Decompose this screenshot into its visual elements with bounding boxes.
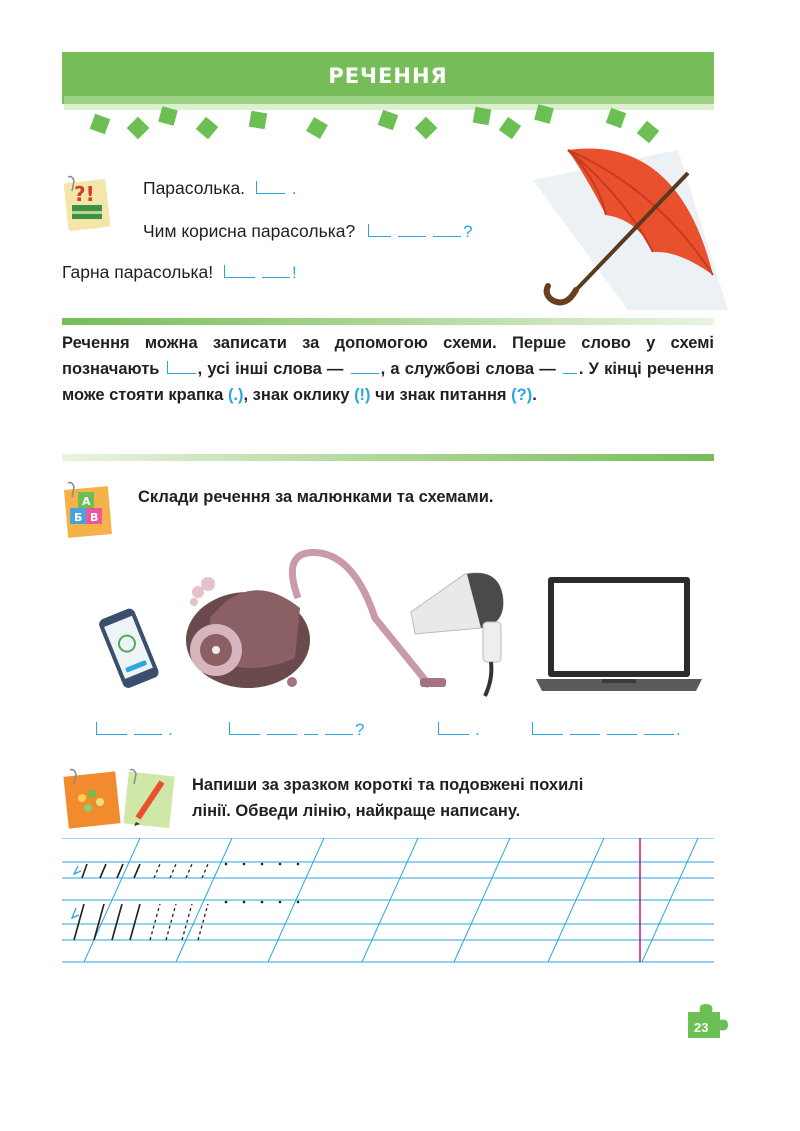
scheme-end: . (475, 720, 480, 739)
intro-sentence-2: Чим корисна парасолька? (143, 221, 356, 241)
scheme-service-word (563, 361, 577, 374)
scheme-word (644, 722, 674, 735)
scheme-word (433, 224, 461, 237)
rule-text: Речення можна записати за допомогою схеми. Перше слово у схемі позначають , усі інші слова — , а службові слова — . У кінці речення може стояти крапка (.), знак оклику (!) чи знак питання (?). (62, 334, 714, 404)
scheme-first-word (438, 722, 469, 735)
intro-line-1 (143, 178, 297, 199)
scheme-first-word (229, 722, 260, 735)
scheme-end: ? (355, 720, 365, 739)
scheme-end: ! (292, 263, 297, 282)
question-book-icon (62, 175, 114, 233)
scheme-end: . (676, 720, 681, 739)
scheme-word (262, 265, 290, 278)
picture-scheme-2 (229, 719, 364, 740)
scheme-first-word (167, 361, 196, 374)
scheme-word (570, 722, 600, 735)
handwriting-practice-area (62, 838, 714, 968)
intro-line-3 (62, 262, 297, 283)
task-1-instruction: Склади речення за малюнками та схемами. (138, 488, 494, 506)
scheme-word (351, 361, 379, 374)
picture-scheme-3 (438, 719, 480, 740)
scheme-word (134, 722, 162, 735)
svg-text:В: В (90, 511, 99, 524)
svg-text:?!: ?! (74, 182, 95, 206)
scheme-word (325, 722, 353, 735)
phone-picture (86, 608, 168, 690)
picture-scheme-4 (532, 719, 681, 740)
scheme-end: . (291, 179, 297, 198)
picture-scheme-1 (96, 719, 173, 740)
intro-line-2 (143, 221, 473, 242)
page-title: РЕЧЕННЯ (328, 64, 448, 88)
hair-dryer-picture (405, 564, 509, 699)
scheme-first-word (224, 265, 255, 278)
intro-sentence-3: Гарна парасолька! (62, 262, 214, 282)
svg-text:А: А (82, 495, 91, 508)
scheme-word (267, 722, 297, 735)
svg-text:Б: Б (74, 511, 83, 524)
rule-top-bar (62, 318, 714, 325)
scheme-end: . (168, 720, 173, 739)
scheme-end: ? (463, 222, 473, 241)
scheme-word (398, 224, 426, 237)
scheme-first-word (532, 722, 563, 735)
task-2-line-2: лінії. Обведи лінію, найкраще написану. (192, 802, 521, 820)
banner-decoration (62, 96, 714, 112)
scheme-first-word (96, 722, 127, 735)
intro-sentence-1: Парасолька. (143, 178, 246, 198)
scheme-first-word (256, 181, 285, 194)
rule-bottom-bar (62, 454, 714, 461)
task-2-line-1: Напиши за зразком короткі та подовжені похилі (192, 776, 584, 794)
letter-blocks-icon (62, 480, 118, 542)
scheme-first-word (368, 224, 391, 237)
scheme-word (607, 722, 637, 735)
page-number: 23 (694, 1020, 709, 1035)
pencil-note-icon (122, 768, 178, 830)
paint-palette-icon (62, 768, 124, 830)
laptop-picture (536, 575, 702, 695)
scheme-service-word (304, 722, 318, 735)
umbrella-picture (528, 140, 728, 310)
task-2-instruction (192, 772, 714, 824)
